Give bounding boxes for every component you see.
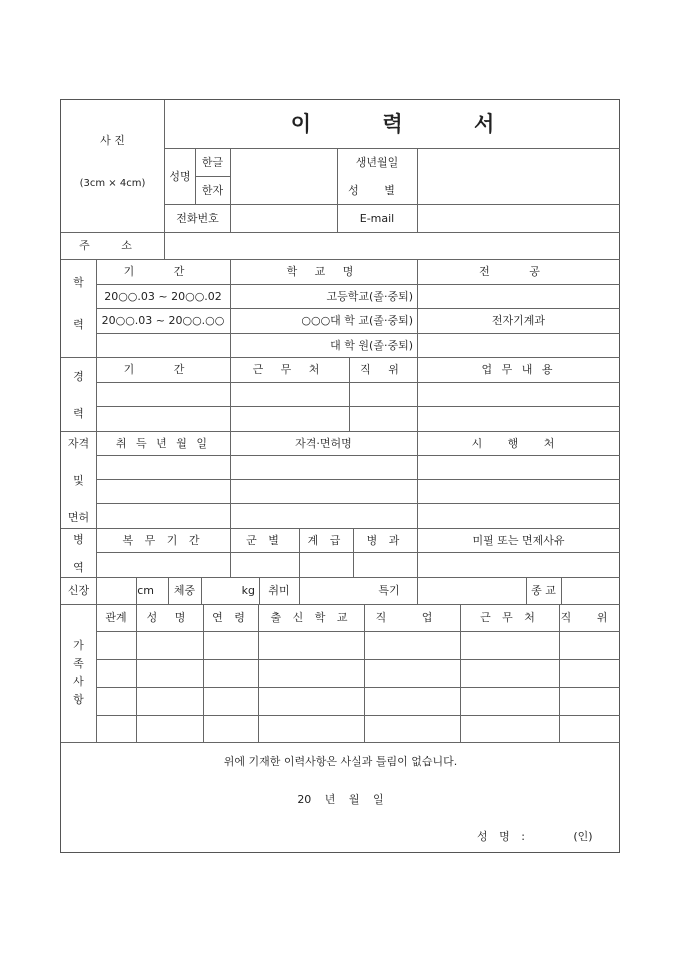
header-text: 근 무 처 [480, 611, 539, 624]
address-field[interactable] [165, 232, 620, 259]
family-side-2: 족 [73, 656, 84, 670]
grid-line [96, 552, 620, 553]
license-side-2: 및 [73, 473, 84, 487]
grid-line [96, 659, 620, 660]
name-hangul-label: 한글 [201, 155, 224, 169]
grid-line [96, 455, 620, 456]
header-text: 기 간 [123, 265, 203, 278]
birth-label: 생년월일 [355, 155, 399, 169]
header-text: 근 무 처 [252, 363, 327, 376]
education-side-1: 학 [73, 275, 84, 289]
email-field[interactable] [417, 204, 620, 232]
hobby-label: 취미 [268, 584, 290, 597]
page-title [165, 100, 620, 148]
military-header-period [96, 528, 230, 552]
education-major: 전자기계과 [491, 314, 546, 327]
header-text: 직 위 [560, 611, 619, 624]
address-label-text: 주 소 [79, 239, 146, 252]
skill-label: 특기 [378, 584, 400, 597]
family-side-4: 항 [73, 692, 84, 706]
career-header-duties [417, 357, 620, 382]
education-school: 대 학 원(졸·중퇴) [330, 338, 413, 352]
header-text: 직 업 [375, 611, 449, 624]
skill-field[interactable] [417, 577, 526, 604]
header-text: 학 교 명 [286, 265, 361, 278]
military-header-branch [230, 528, 299, 552]
address-label [61, 232, 164, 259]
career-side-2: 력 [73, 406, 84, 420]
education-side-2: 력 [73, 317, 84, 331]
family-header-relation: 관계 [105, 611, 127, 624]
family-side-3: 사 [73, 674, 84, 688]
family-header-job [364, 604, 460, 631]
license-header-issuer [417, 431, 620, 455]
family-header-name [136, 604, 203, 631]
family-header-company [460, 604, 559, 631]
career-header-company [230, 357, 349, 382]
grid-line [96, 479, 620, 480]
military-side-2: 역 [73, 560, 84, 574]
religion-field[interactable] [561, 577, 620, 604]
religion-label: 종 교 [531, 584, 556, 597]
grid-line [96, 715, 620, 716]
education-school: ○○○대 학 교(졸·중퇴) [301, 314, 413, 327]
education-header-school [230, 259, 417, 284]
education-period: 20○○.03 ~ 20○○.02 [104, 289, 222, 303]
name-hangul-field[interactable] [230, 148, 337, 176]
grid-line [96, 503, 620, 504]
height-unit: cm [137, 584, 154, 597]
military-header-specialty [353, 528, 417, 552]
education-header-major [417, 259, 620, 284]
footer-statement: 위에 기재한 이력사항은 사실과 틀림이 없습니다. [223, 754, 458, 768]
gender-field[interactable] [417, 176, 620, 204]
seal-mark: (인) [573, 829, 593, 843]
education-header-period [96, 259, 230, 284]
signature-label [473, 826, 533, 846]
career-header-position [349, 357, 417, 382]
license-header-name: 자격·면허명 [295, 436, 352, 450]
military-header-rank [299, 528, 353, 552]
header-text: 전 공 [479, 265, 558, 278]
footer-date [61, 789, 620, 809]
grid-line [96, 687, 620, 688]
weight-label: 체중 [173, 584, 196, 597]
family-header-position [559, 604, 620, 631]
family-header-school [258, 604, 364, 631]
gender-label-text: 성 별 [348, 183, 406, 197]
height-label: 신장 [67, 584, 90, 597]
grid-line [96, 406, 620, 407]
license-header-date [96, 431, 230, 455]
name-label: 성명 [169, 169, 191, 183]
grid-line [61, 742, 620, 743]
header-text: 업 무 내 용 [481, 363, 556, 376]
signature-label-text: 성 명 : [477, 829, 529, 843]
family-side-1: 가 [73, 638, 84, 652]
header-text: 연 령 [212, 611, 249, 624]
education-period: 20○○.03 ~ 20○○.○○ [101, 314, 225, 327]
education-major[interactable] [417, 333, 620, 357]
header-text: 직 위 [360, 363, 406, 376]
header-text: 성 명 [146, 611, 193, 624]
resume-form [60, 99, 620, 853]
name-hanja-label: 한자 [201, 183, 224, 197]
header-text: 시 행 처 [471, 436, 566, 450]
header-text: 계 급 [307, 533, 345, 547]
header-text: 복 무 기 간 [122, 533, 204, 547]
photo-size: (3cm × 4cm) [79, 178, 146, 189]
header-text: 군 별 [246, 533, 283, 547]
military-side-1: 병 [73, 532, 84, 546]
name-hanja-field[interactable] [230, 176, 337, 204]
military-header-exemption: 미필 또는 면제사유 [472, 533, 565, 547]
grid-line [96, 631, 620, 632]
header-text: 취 득 년 월 일 [115, 436, 211, 450]
career-header-period [96, 357, 230, 382]
license-side-3: 면허 [67, 510, 90, 524]
header-text: 기 간 [123, 363, 203, 376]
photo-label: 사 진 [100, 133, 125, 147]
grid-line [96, 382, 620, 383]
birth-field[interactable] [417, 148, 620, 176]
footer-date-text: 20 년 월 일 [297, 792, 384, 806]
header-text: 출 신 학 교 [270, 611, 352, 624]
education-major[interactable] [417, 284, 620, 308]
title-text: 이 력 서 [290, 111, 527, 136]
header-text: 병 과 [366, 533, 404, 547]
family-header-age [203, 604, 258, 631]
career-side-1: 경 [73, 369, 84, 383]
education-school: 고등학교(졸·중퇴) [326, 289, 413, 303]
phone-field[interactable] [230, 204, 337, 232]
weight-unit: kg [241, 584, 255, 597]
email-label: E-mail [359, 211, 395, 225]
license-side-1: 자격 [67, 436, 90, 450]
education-period[interactable] [96, 333, 230, 357]
gender-label [337, 176, 417, 204]
phone-label: 전화번호 [176, 211, 219, 225]
